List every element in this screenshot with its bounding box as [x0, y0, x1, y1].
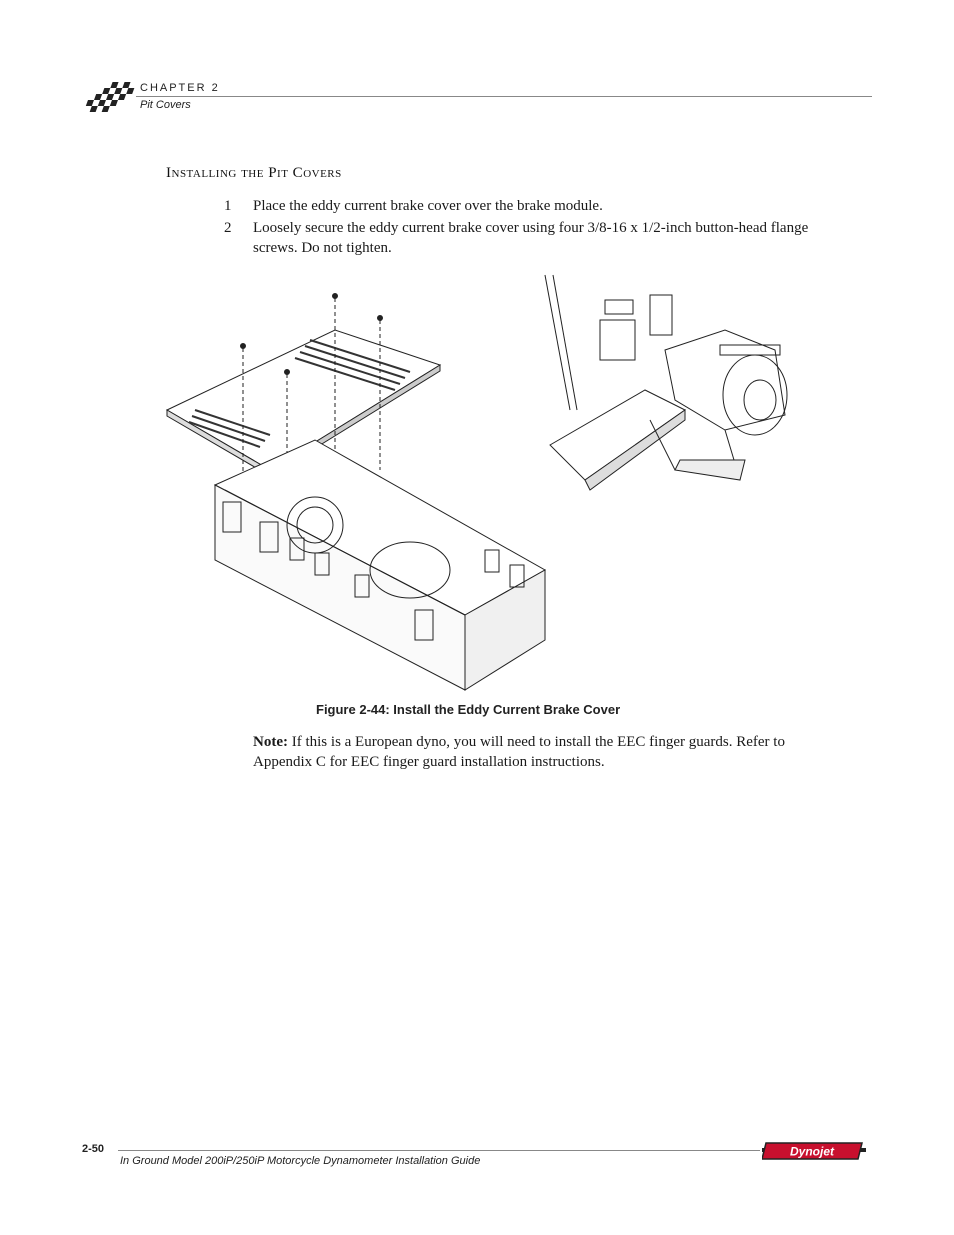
- page-header: [80, 78, 872, 118]
- section-heading: Installing the Pit Covers: [166, 165, 342, 181]
- brake-module-frame: [215, 440, 545, 690]
- svg-text:Dynojet: Dynojet: [789, 1144, 835, 1159]
- step-item: [224, 218, 814, 258]
- step-number: 2: [224, 220, 232, 236]
- chapter-label: CHAPTER 2: [140, 82, 220, 94]
- note-label: Note:: [253, 734, 288, 750]
- footer-title: In Ground Model 200iP/250iP Motorcycle Dynamometer Installation Guide: [120, 1155, 481, 1167]
- figure-caption: Figure 2-44: Install the Eddy Current Brake Cover: [316, 702, 621, 717]
- note-text: If this is a European dyno, you will need to install the EEC finger guards. Refer to Appendix C for EEC finger guard installation instructions.: [253, 734, 785, 770]
- section-label: Pit Covers: [140, 99, 191, 111]
- note-paragraph: [253, 732, 823, 772]
- page-number: 2-50: [82, 1143, 105, 1155]
- footer-divider: [118, 1150, 760, 1151]
- procedure-steps: [224, 196, 814, 260]
- dynojet-logo: [762, 1141, 866, 1161]
- brake-cover-figure: [165, 270, 790, 695]
- dyno-assembly-drawing: [545, 275, 787, 490]
- step-item: [224, 196, 814, 216]
- header-divider: [136, 96, 872, 97]
- checkered-flag-icon: [80, 78, 136, 118]
- step-number: 1: [224, 198, 232, 214]
- step-text: Loosely secure the eddy current brake cover using four 3/8-16 x 1/2-inch button-head flange screws. Do not tighten.: [253, 220, 809, 256]
- step-text: Place the eddy current brake cover over the brake module.: [253, 198, 603, 214]
- brake-cover-installation-drawing: [165, 270, 790, 695]
